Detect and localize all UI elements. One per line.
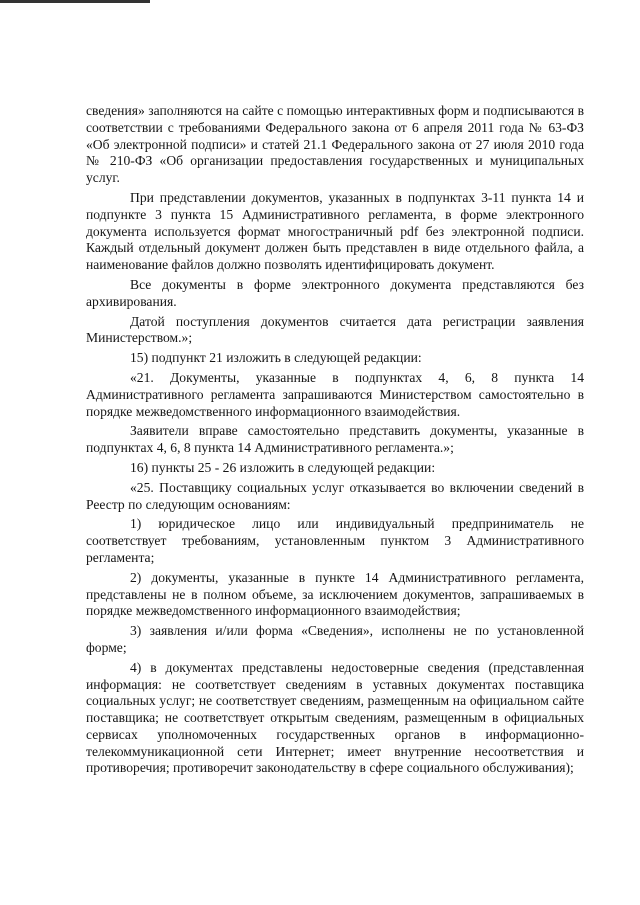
paragraph: «25. Поставщику социальных услуг отказывается во включении сведений в Реестр по следующим основаниям: xyxy=(86,479,584,512)
document-body xyxy=(86,103,584,777)
list-item: 16) пункты 25 - 26 изложить в следующей редакции: xyxy=(130,459,436,475)
paragraph: Заявители вправе самостоятельно представить документы, указанные в подпунктах 4, 6, 8 пункта 14 Административного регламента.»; xyxy=(86,423,584,456)
paragraph: сведения» заполняются на сайте с помощью интерактивных форм и подписываются в соответствии с требованиями Федерального закона от 6 апреля 2011 года № 63-ФЗ «Об электронной подписи» и статей 21.1 Федерального закона от 27 июля 2010 года № 210-ФЗ «Об организации предоставления государственных и муниципальных услуг. xyxy=(86,103,584,186)
list-item: 1) юридическое лицо или индивидуальный предприниматель не соответствует требованиям, установленным пунктом 3 Административного регламента; xyxy=(86,516,584,565)
list-item: 15) подпункт 21 изложить в следующей редакции: xyxy=(130,350,422,366)
scan-edge-mark xyxy=(0,0,150,3)
paragraph: Все документы в форме электронного документа представляются без архивирования. xyxy=(86,276,584,309)
list-item: 2) документы, указанные в пункте 14 Административного регламента, представлены не в полном объеме, за исключением документов, запрашиваемых в порядке межведомственного информационного взаимодействия; xyxy=(86,569,584,619)
list-item: 3) заявления и/или форма «Сведения», исполнены не по установленной форме; xyxy=(86,623,584,655)
paragraph: Датой поступления документов считается дата регистрации заявления Министерством.»; xyxy=(86,313,584,346)
list-item: 4) в документах представлены недостоверные сведения (представленная информация: не соответствует сведениям в уставных документах поставщика социальных услуг; не соответствует сведениям, размещенным на официальном сайте поставщика; не соответствует открытым сведениям, размещенным в официальных сервисах уполномоченных государственных органов в информационно-телекоммуникационной сети Интернет; имеет внутренние несоответствия и противоречия; противоречит законодательству в сфере социального обслуживания); xyxy=(86,659,584,776)
paragraph: При представлении документов, указанных в подпунктах 3-11 пункта 14 и подпункте 3 пункта 15 Административного регламента, в форме электронного документа используется формат многостраничный pdf без электронной подписи. Каждый отдельный документ должен быть представлен в виде отдельного файла, а наименование файлов должно позволять идентифицировать документ. xyxy=(86,189,584,273)
paragraph: «21. Документы, указанные в подпунктах 4, 6, 8 пункта 14 Административного регламента запрашиваются Министерством самостоятельно в порядке межведомственного информационного взаимодействия. xyxy=(86,369,584,419)
